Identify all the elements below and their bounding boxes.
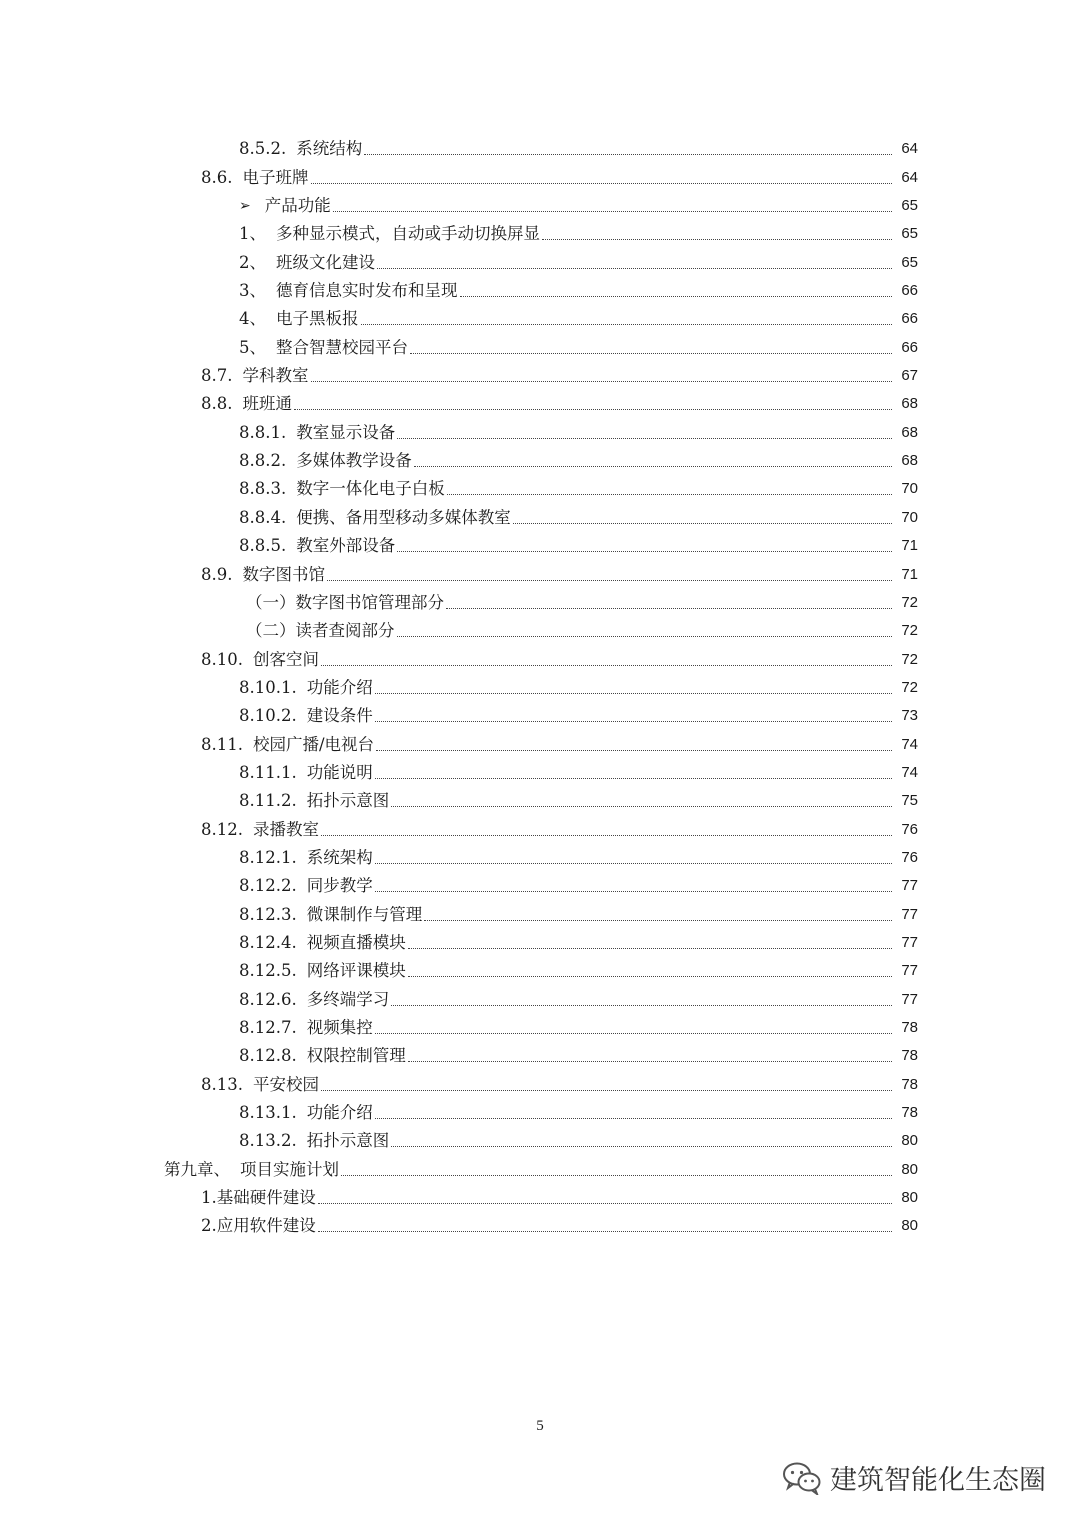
toc-entry-page: 74 bbox=[901, 735, 918, 753]
toc-entry-title: 校园广播/电视台 bbox=[252, 734, 375, 754]
toc-entry-title: 多终端学习 bbox=[306, 989, 390, 1009]
toc-entry-number: 4、 bbox=[239, 309, 266, 329]
toc-entry-page: 65 bbox=[901, 253, 918, 271]
toc-entry[interactable] bbox=[0, 868, 1080, 896]
toc-entry-page: 80 bbox=[901, 1132, 918, 1150]
dot-leader bbox=[376, 750, 892, 751]
toc-entry-page: 77 bbox=[901, 933, 918, 951]
toc-entry-number: 8.8.3. bbox=[239, 479, 287, 499]
toc-entry-title: 平安校园 bbox=[252, 1074, 319, 1094]
toc-entry-page: 64 bbox=[901, 140, 918, 158]
toc-entry-page: 70 bbox=[901, 480, 918, 498]
toc-entry-title: 德育信息实时发布和呈现 bbox=[276, 281, 458, 301]
toc-entry-title: 学科教室 bbox=[242, 366, 309, 386]
dot-leader bbox=[408, 976, 892, 977]
dot-leader bbox=[397, 551, 892, 552]
toc-entry-page: 70 bbox=[901, 508, 918, 526]
toc-entry-number: 8.8. bbox=[201, 394, 233, 414]
toc-entry[interactable] bbox=[0, 471, 1080, 499]
toc-entry[interactable] bbox=[0, 499, 1080, 527]
dot-leader bbox=[408, 1061, 892, 1062]
bullet-arrow-icon: ➢ bbox=[239, 198, 251, 215]
toc-entry-number: 8.12.2. bbox=[239, 876, 297, 896]
dot-leader bbox=[318, 1203, 892, 1204]
toc-entry-page: 78 bbox=[901, 1047, 918, 1065]
toc-entry[interactable] bbox=[0, 1038, 1080, 1066]
toc-entry-title: 系统架构 bbox=[306, 847, 373, 867]
toc-entry-number: 8.6. bbox=[201, 167, 233, 187]
dot-leader bbox=[513, 523, 892, 524]
toc-entry[interactable] bbox=[0, 840, 1080, 868]
toc-entry-title: 视频直播模块 bbox=[306, 932, 406, 952]
toc-entry[interactable] bbox=[0, 925, 1080, 953]
toc-entry[interactable] bbox=[0, 698, 1080, 726]
dot-leader bbox=[364, 154, 892, 155]
toc-entry-title: 功能介绍 bbox=[306, 1103, 373, 1123]
dot-leader bbox=[375, 1118, 892, 1119]
toc-entry-page: 78 bbox=[901, 1075, 918, 1093]
table-of-contents bbox=[0, 131, 1080, 1236]
dot-leader bbox=[361, 324, 893, 325]
toc-entry-page: 76 bbox=[901, 820, 918, 838]
toc-entry[interactable] bbox=[0, 273, 1080, 301]
wechat-icon bbox=[782, 1461, 822, 1495]
dot-leader bbox=[397, 438, 892, 439]
dot-leader bbox=[414, 466, 892, 467]
toc-entry-title: 1.基础硬件建设 bbox=[201, 1188, 316, 1208]
toc-entry[interactable] bbox=[0, 131, 1080, 159]
toc-entry-page: 77 bbox=[901, 877, 918, 895]
toc-entry-page: 68 bbox=[901, 452, 918, 470]
toc-entry-number: 8.8.4. bbox=[239, 507, 287, 527]
dot-leader bbox=[446, 608, 892, 609]
toc-entry-page: 76 bbox=[901, 848, 918, 866]
toc-entry[interactable] bbox=[0, 159, 1080, 187]
dot-leader bbox=[375, 1033, 892, 1034]
toc-entry-number: 8.10. bbox=[201, 649, 243, 669]
toc-entry-number: 8.5.2. bbox=[239, 139, 287, 159]
toc-entry-number: 8.7. bbox=[201, 366, 233, 386]
toc-entry-number: 5、 bbox=[239, 337, 266, 357]
toc-entry-page: 80 bbox=[901, 1160, 918, 1178]
toc-entry-number: 8.12.1. bbox=[239, 847, 297, 867]
toc-entry-page: 67 bbox=[901, 367, 918, 385]
toc-entry[interactable] bbox=[0, 783, 1080, 811]
toc-entry-page: 68 bbox=[901, 395, 918, 413]
dot-leader bbox=[318, 1231, 892, 1232]
dot-leader bbox=[447, 494, 892, 495]
toc-entry-number: 8.8.1. bbox=[239, 422, 287, 442]
toc-entry-title: 建设条件 bbox=[306, 706, 373, 726]
dot-leader bbox=[321, 1090, 892, 1091]
toc-entry[interactable] bbox=[0, 443, 1080, 471]
toc-entry-page: 68 bbox=[901, 423, 918, 441]
dot-leader bbox=[375, 693, 892, 694]
toc-entry-title: （一）数字图书馆管理部分 bbox=[246, 592, 444, 612]
toc-entry-number: 8.12.6. bbox=[239, 989, 297, 1009]
toc-entry[interactable] bbox=[0, 1095, 1080, 1123]
toc-entry-title: 教室显示设备 bbox=[296, 422, 396, 442]
dot-leader bbox=[460, 296, 893, 297]
toc-entry[interactable] bbox=[0, 641, 1080, 669]
toc-entry-page: 71 bbox=[901, 565, 918, 583]
toc-entry-title: 班班通 bbox=[242, 394, 292, 414]
toc-entry-title: 电子班牌 bbox=[242, 167, 309, 187]
toc-entry-title: 班级文化建设 bbox=[276, 252, 375, 272]
toc-entry-page: 66 bbox=[901, 310, 918, 328]
dot-leader bbox=[391, 1005, 892, 1006]
dot-leader bbox=[294, 409, 892, 410]
dot-leader bbox=[375, 721, 892, 722]
toc-entry[interactable] bbox=[0, 1123, 1080, 1151]
toc-entry-page: 77 bbox=[901, 962, 918, 980]
toc-entry[interactable] bbox=[0, 613, 1080, 641]
toc-entry-page: 64 bbox=[901, 168, 918, 186]
toc-entry-number: 8.11. bbox=[201, 734, 243, 754]
toc-entry-number: 8.12.4. bbox=[239, 932, 297, 952]
toc-entry-page: 78 bbox=[901, 1104, 918, 1122]
watermark bbox=[782, 1458, 1046, 1497]
dot-leader bbox=[424, 920, 892, 921]
dot-leader bbox=[375, 778, 892, 779]
toc-entry-number: 8.13. bbox=[201, 1074, 243, 1094]
dot-leader bbox=[321, 835, 892, 836]
toc-entry-title: 视频集控 bbox=[306, 1018, 373, 1037]
page-number: 5 bbox=[536, 1418, 544, 1434]
toc-entry-title: 微课制作与管理 bbox=[306, 904, 423, 924]
dot-leader bbox=[397, 636, 893, 637]
toc-entry-page: 78 bbox=[901, 1019, 918, 1036]
toc-entry-title: 电子黑板报 bbox=[276, 309, 359, 329]
toc-entry[interactable] bbox=[0, 811, 1080, 839]
toc-entry[interactable] bbox=[0, 585, 1080, 613]
toc-entry-title: 录播教室 bbox=[252, 819, 319, 839]
toc-entry[interactable] bbox=[0, 556, 1080, 584]
toc-entry-title: 项目实施计划 bbox=[240, 1159, 339, 1179]
toc-entry-title: 数字一体化电子白板 bbox=[296, 479, 445, 499]
toc-entry-number: 第九章、 bbox=[164, 1159, 230, 1179]
dot-leader bbox=[341, 1175, 892, 1176]
watermark-text: 建筑智能化生态圈 bbox=[830, 1465, 1046, 1496]
dot-leader bbox=[375, 891, 892, 892]
toc-entry-title: 拓扑示意图 bbox=[306, 791, 390, 811]
toc-entry[interactable] bbox=[0, 188, 1080, 216]
toc-entry-number: 8.13.1. bbox=[239, 1103, 297, 1123]
toc-entry[interactable] bbox=[0, 216, 1080, 244]
toc-entry-number: 8.10.2. bbox=[239, 706, 297, 726]
dot-leader bbox=[542, 239, 892, 240]
toc-entry-page: 72 bbox=[901, 622, 918, 640]
dot-leader bbox=[333, 211, 892, 212]
toc-entry-number: 8.12.3. bbox=[239, 904, 297, 924]
toc-entry-page: 65 bbox=[901, 197, 918, 215]
toc-entry-page: 80 bbox=[901, 1189, 918, 1207]
dot-leader bbox=[321, 665, 892, 666]
toc-entry[interactable] bbox=[0, 981, 1080, 1009]
toc-entry-number: 8.12. bbox=[201, 819, 243, 839]
toc-entry-title: 权限控制管理 bbox=[306, 1046, 406, 1066]
toc-entry[interactable] bbox=[0, 329, 1080, 357]
toc-entry-page: 77 bbox=[901, 990, 918, 1008]
toc-entry[interactable] bbox=[0, 244, 1080, 272]
toc-entry-number: 8.11.2. bbox=[239, 791, 297, 811]
dot-leader bbox=[327, 580, 892, 581]
toc-entry[interactable] bbox=[0, 953, 1080, 981]
toc-entry[interactable] bbox=[0, 1180, 1080, 1208]
toc-entry-title: 整合智慧校园平台 bbox=[276, 337, 408, 357]
toc-entry[interactable] bbox=[0, 1208, 1080, 1236]
toc-entry[interactable] bbox=[0, 1151, 1080, 1179]
toc-entry-title: 创客空间 bbox=[252, 649, 319, 669]
dot-leader bbox=[391, 1146, 892, 1147]
toc-entry[interactable] bbox=[0, 896, 1080, 924]
toc-entry[interactable] bbox=[0, 358, 1080, 386]
toc-entry-title: 数字图书馆 bbox=[242, 564, 325, 584]
dot-leader bbox=[311, 381, 893, 382]
toc-entry-title: 产品功能 bbox=[264, 196, 331, 216]
toc-entry-page: 66 bbox=[901, 282, 918, 300]
toc-entry-title: 教室外部设备 bbox=[296, 536, 396, 556]
toc-entry-page: 72 bbox=[901, 593, 918, 611]
dot-leader bbox=[410, 353, 892, 354]
toc-entry-number: 8.12.8. bbox=[239, 1046, 297, 1066]
toc-entry-number: 8.9. bbox=[201, 564, 233, 584]
dot-leader bbox=[391, 806, 892, 807]
toc-entry-title: （二）读者查阅部分 bbox=[246, 621, 395, 641]
toc-entry-page: 74 bbox=[901, 763, 918, 781]
toc-entry-number: 3、 bbox=[239, 281, 266, 301]
toc-entry-title: 多种显示模式，自动或手动切换屏显 bbox=[276, 224, 540, 244]
toc-entry-number: 8.11.1. bbox=[239, 762, 297, 782]
toc-entry[interactable] bbox=[0, 386, 1080, 414]
toc-entry-number: 8.8.2. bbox=[239, 451, 287, 471]
toc-entry-page: 80 bbox=[901, 1217, 918, 1235]
toc-entry-title: 拓扑示意图 bbox=[306, 1131, 390, 1151]
toc-entry[interactable] bbox=[0, 755, 1080, 783]
toc-entry-page: 66 bbox=[901, 338, 918, 356]
toc-entry[interactable] bbox=[0, 670, 1080, 698]
toc-entry-number: 8.13.2. bbox=[239, 1131, 297, 1151]
toc-entry-title: 网络评课模块 bbox=[306, 961, 406, 981]
toc-entry[interactable] bbox=[0, 301, 1080, 329]
dot-leader bbox=[377, 268, 892, 269]
toc-entry-page: 75 bbox=[901, 792, 918, 810]
toc-entry[interactable] bbox=[0, 1010, 1080, 1038]
dot-leader bbox=[408, 948, 892, 949]
toc-entry-title: 系统结构 bbox=[296, 139, 363, 159]
dot-leader bbox=[311, 183, 893, 184]
toc-entry-page: 65 bbox=[901, 225, 918, 243]
toc-entry[interactable] bbox=[0, 414, 1080, 442]
dot-leader bbox=[375, 863, 892, 864]
toc-entry-number: 1、 bbox=[239, 224, 266, 244]
toc-entry-title: 同步教学 bbox=[306, 876, 373, 896]
toc-entry-page: 72 bbox=[901, 650, 918, 668]
toc-entry-title: 功能介绍 bbox=[306, 677, 373, 697]
toc-entry-title: 便携、备用型移动多媒体教室 bbox=[296, 507, 511, 527]
toc-entry-number: 8.12.7. bbox=[239, 1018, 297, 1037]
toc-entry[interactable] bbox=[0, 726, 1080, 754]
toc-entry-title: 多媒体教学设备 bbox=[296, 451, 412, 471]
toc-entry[interactable] bbox=[0, 1066, 1080, 1094]
toc-entry-number: 8.8.5. bbox=[239, 536, 287, 556]
toc-entry[interactable] bbox=[0, 528, 1080, 556]
toc-entry-number: 8.10.1. bbox=[239, 677, 297, 697]
toc-entry-number: 8.12.5. bbox=[239, 961, 297, 981]
toc-entry-number: 2、 bbox=[239, 252, 266, 272]
toc-entry-page: 73 bbox=[901, 707, 918, 725]
toc-entry-page: 77 bbox=[901, 905, 918, 923]
toc-entry-title: 2.应用软件建设 bbox=[201, 1216, 316, 1236]
toc-entry-page: 72 bbox=[901, 678, 918, 696]
toc-entry-page: 71 bbox=[901, 537, 918, 555]
toc-entry-title: 功能说明 bbox=[306, 762, 373, 782]
